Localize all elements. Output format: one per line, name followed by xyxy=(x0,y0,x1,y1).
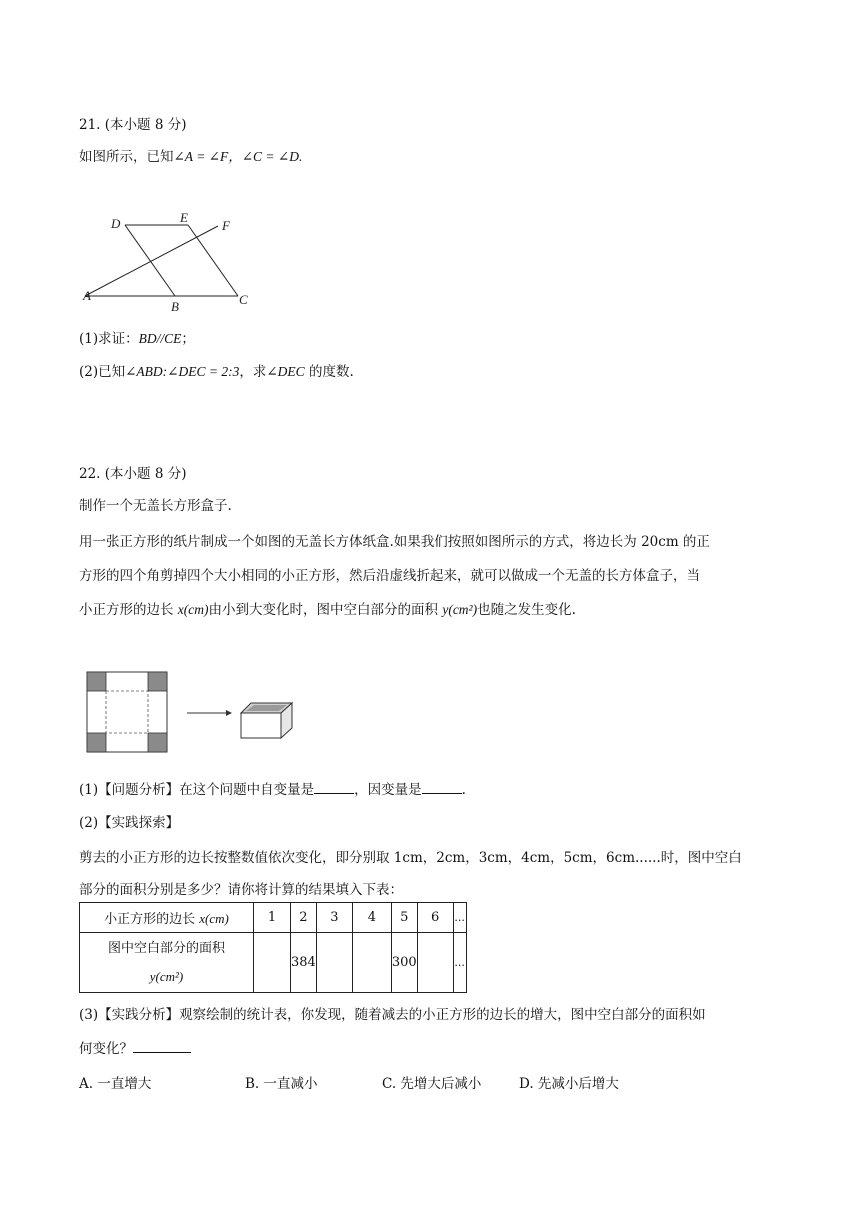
q22-part2-title: (2)【实践探索】 xyxy=(79,815,180,831)
table-cell-x: 4 xyxy=(352,903,391,933)
q22-part3-line1: (3)【实践分析】观察绘制的统计表，你发现，随着减去的小正方形的边长的增大，图中空白部分的面积如 xyxy=(79,1007,706,1023)
table-cell-y: ... xyxy=(453,933,466,993)
table-row xyxy=(80,903,467,933)
q22-data-table xyxy=(79,902,467,993)
table-cell-x: 3 xyxy=(316,903,352,933)
label-B: B xyxy=(171,299,179,314)
table-cell-x: 6 xyxy=(417,903,453,933)
q21-header: 21. (本小题 8 分) xyxy=(79,117,187,133)
label-C: C xyxy=(239,292,248,307)
answer-blank-independent[interactable] xyxy=(314,781,354,794)
q21-geometry-figure xyxy=(80,205,260,315)
label-F: F xyxy=(222,218,230,233)
label-A: A xyxy=(83,288,91,303)
q22-part2-line1: 剪去的小正方形的边长按整数值依次变化，即分别取 1cm，2cm，3cm，4cm，5cm，6cm......时，图中空白 xyxy=(79,850,742,866)
table-cell-y: 300 xyxy=(391,933,417,993)
table-cell-x: 1 xyxy=(254,903,291,933)
q22-part2-line2: 部分的面积分别是多少？请你将计算的结果填入下表： xyxy=(79,882,403,898)
option-a[interactable]: A. 一直增大 xyxy=(79,1076,152,1092)
option-b[interactable]: B. 一直减小 xyxy=(245,1076,318,1092)
table-cell-x: 5 xyxy=(391,903,417,933)
q21-part1: (1)求证：BD//CE； xyxy=(79,331,195,347)
label-E: E xyxy=(180,210,188,225)
table-cell-x: 2 xyxy=(291,903,317,933)
table-header-x: 小正方形的边长 x(cm) xyxy=(80,903,254,933)
option-d[interactable]: D. 先减小后增大 xyxy=(519,1076,619,1092)
q22-para-line3: 小正方形的边长 x(cm)由小到大变化时，图中空白部分的面积 y(cm²)也随之发生变化. xyxy=(79,602,576,618)
q21-intro: 如图所示，已知∠A = ∠F，∠C = ∠D. xyxy=(79,149,303,165)
q22-para-line1: 用一张正方形的纸片制成一个如图的无盖长方体纸盒.如果我们按照如图所示的方式，将边长为 20cm 的正 xyxy=(79,534,710,550)
q21-part2: (2)已知∠ABD:∠DEC = 2:3，求∠DEC 的度数. xyxy=(79,364,354,380)
q22-para-line2: 方形的四个角剪掉四个大小相同的小正方形，然后沿虚线折起来，就可以做成一个无盖的长方体盒子，当 xyxy=(79,568,700,584)
q22-header: 22. (本小题 8 分) xyxy=(79,466,187,482)
q22-box-figure xyxy=(86,668,301,756)
answer-blank-dependent[interactable] xyxy=(422,781,462,794)
table-row xyxy=(80,933,467,993)
table-cell-y[interactable] xyxy=(316,933,352,993)
answer-blank-trend[interactable] xyxy=(133,1040,191,1053)
q22-part3-line2: 何变化？ xyxy=(79,1037,191,1057)
table-cell-y[interactable] xyxy=(417,933,453,993)
table-header-y: 图中空白部分的面积 y(cm²) xyxy=(80,933,254,993)
label-D: D xyxy=(111,216,121,231)
table-cell-y[interactable] xyxy=(352,933,391,993)
table-cell-y: 384 xyxy=(291,933,317,993)
q22-part1: (1)【问题分析】在这个问题中自变量是 ，因变量是 . xyxy=(79,782,466,798)
table-cell-x: ... xyxy=(453,903,466,933)
table-cell-y[interactable] xyxy=(254,933,291,993)
q22-title: 制作一个无盖长方形盒子. xyxy=(79,498,232,514)
option-c[interactable]: C. 先增大后减小 xyxy=(382,1076,482,1092)
